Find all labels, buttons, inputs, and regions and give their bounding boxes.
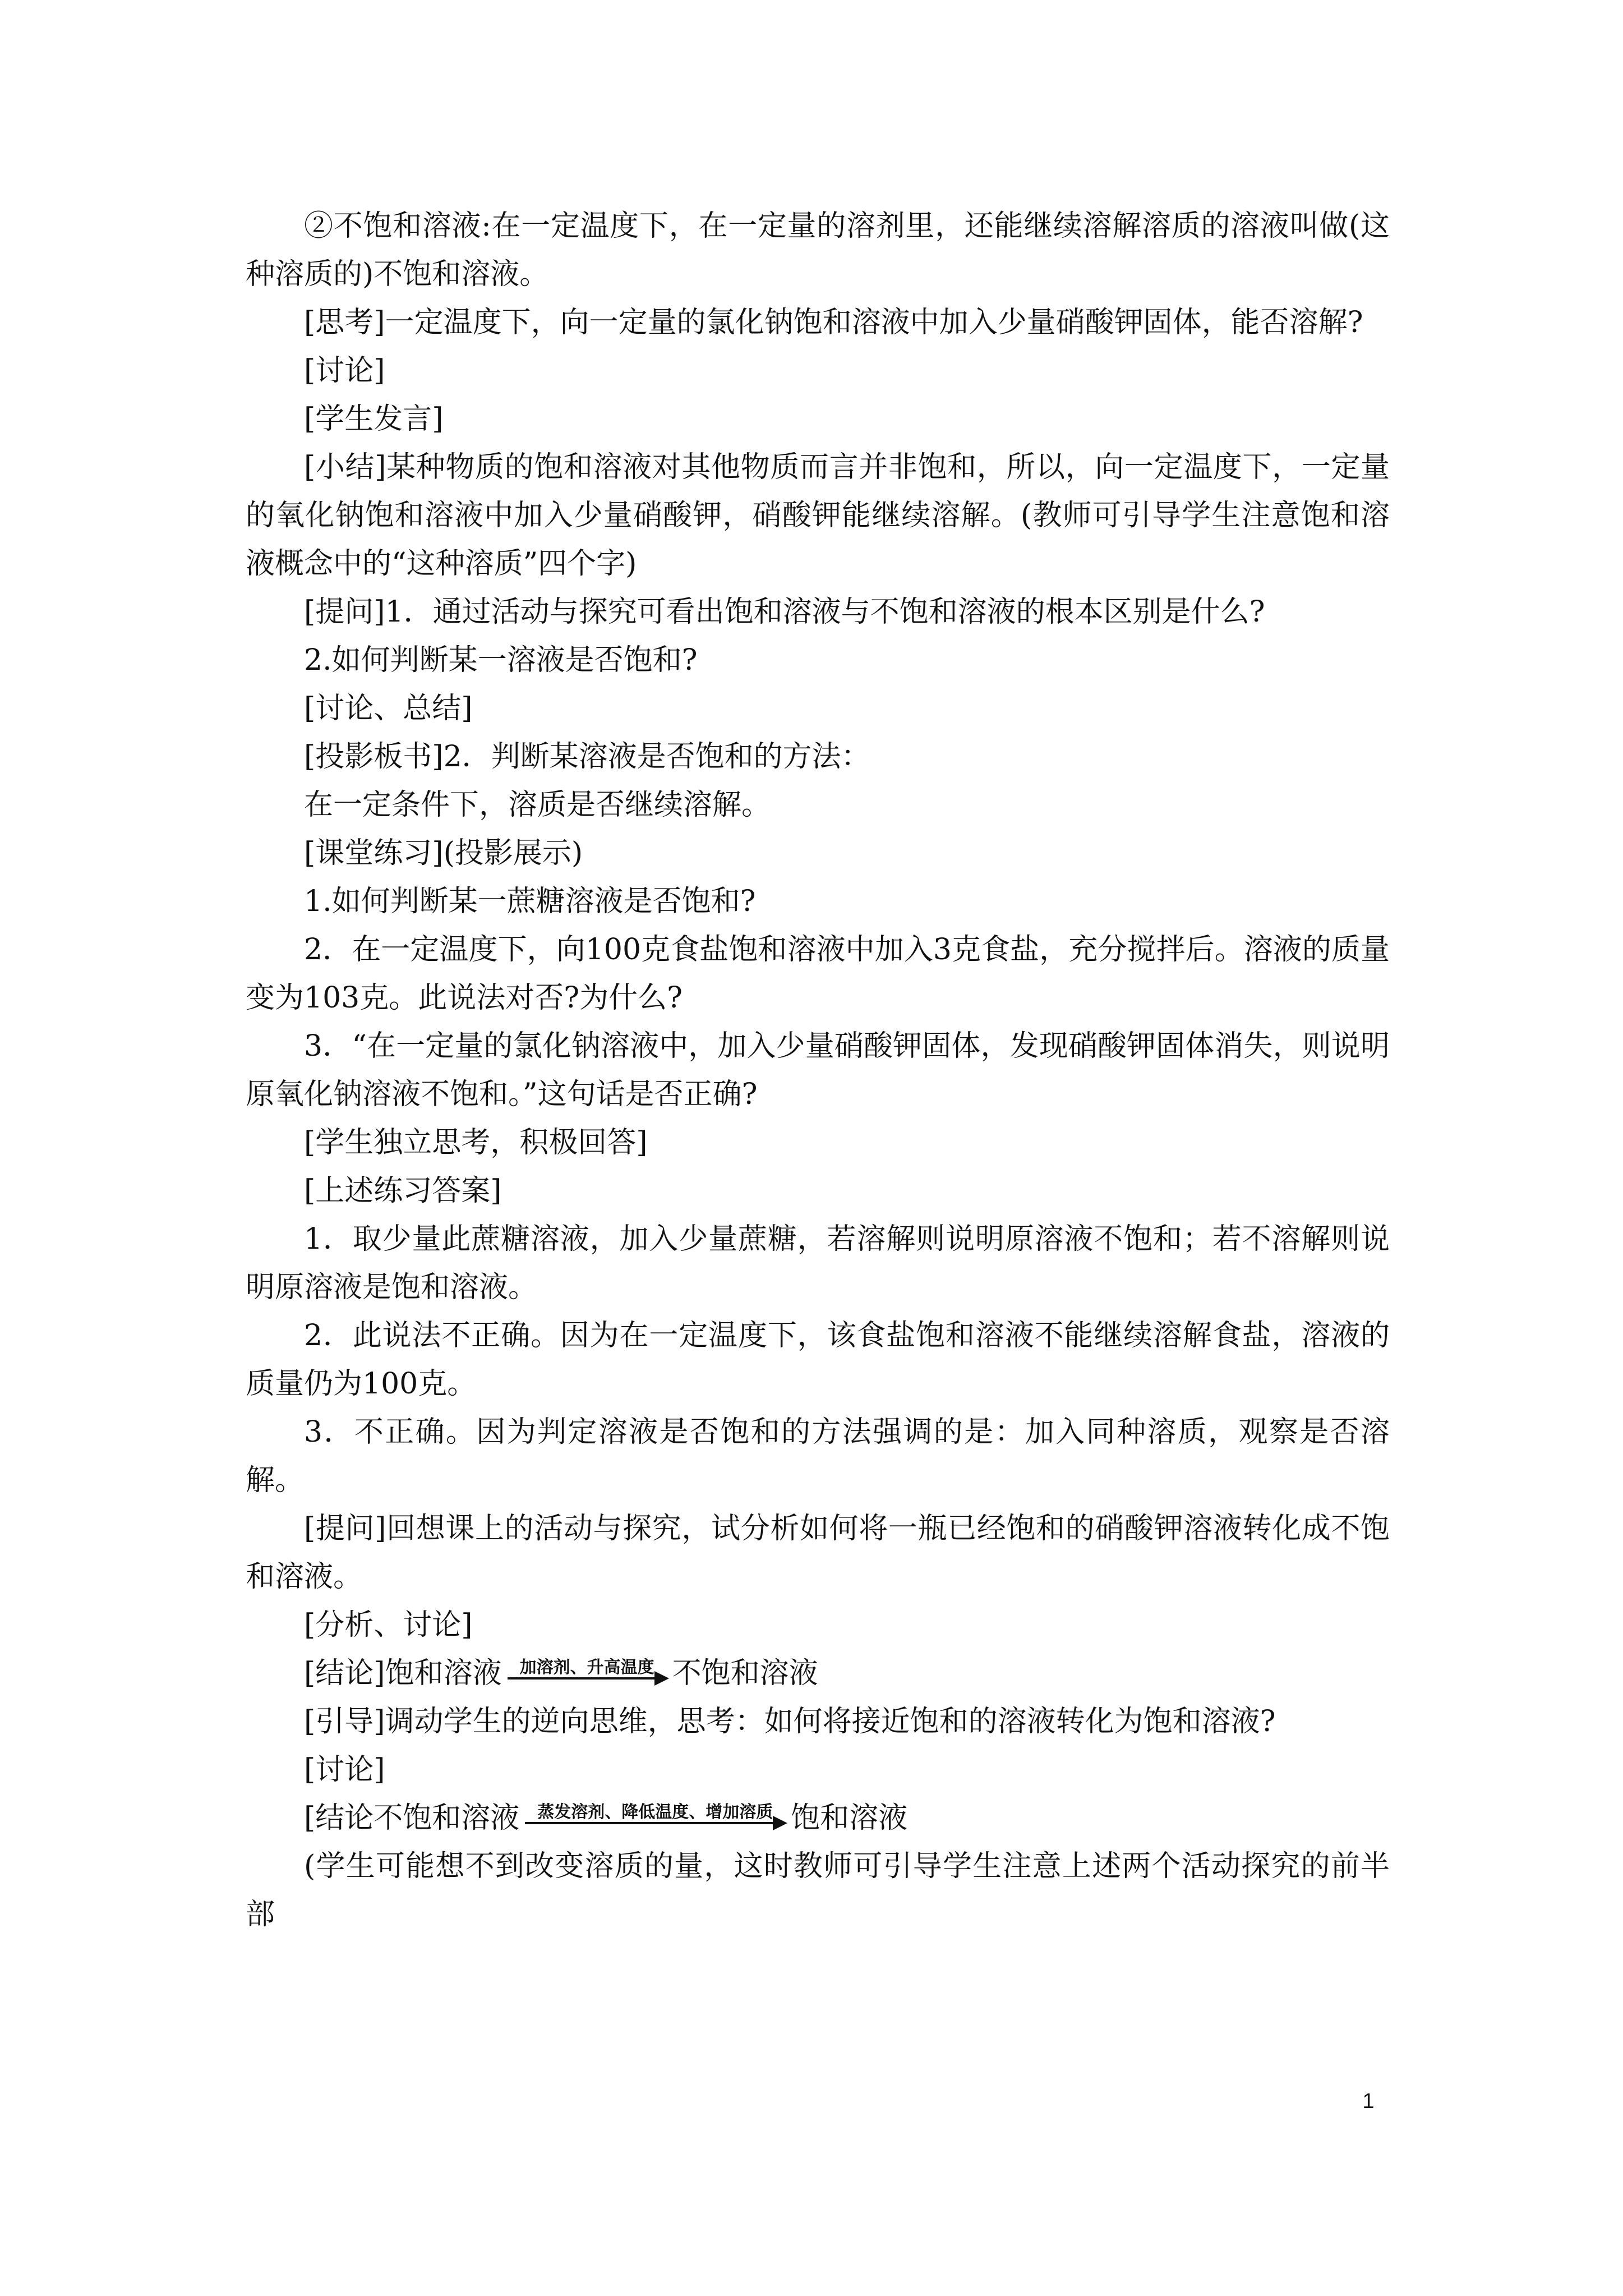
paragraph: [上述练习答案] bbox=[304, 1174, 502, 1208]
paragraph: [学生发言] bbox=[304, 402, 444, 436]
paragraph: [引导]调动学生的逆向思维，思考：如何将接近饱和的溶液转化为饱和溶液? bbox=[304, 1705, 1276, 1738]
conclusion-reaction-1 bbox=[246, 1649, 1390, 1697]
conclusion-result: 饱和溶液 bbox=[791, 1801, 908, 1835]
paragraph: [课堂练习](投影展示) bbox=[304, 836, 583, 870]
paragraph: [学生独立思考，积极回答] bbox=[304, 1126, 648, 1159]
paragraph: [小结]某种物质的饱和溶液对其他物质而言并非饱和，所以，向一定温度下，一定量的氧化钠饱和溶液中加入少量硝酸钾，硝酸钾能继续溶解。(教师可引导学生注意饱和溶液概念中的“这种溶质”四个字) bbox=[246, 450, 1390, 581]
paragraph: ②不饱和溶液:在一定温度下，在一定量的溶剂里，还能继续溶解溶质的溶液叫做(这种溶质的)不饱和溶液。 bbox=[246, 209, 1390, 291]
arrow-condition: 蒸发溶剂、降低温度、增加溶质 bbox=[537, 1802, 773, 1822]
paragraph: [讨论] bbox=[304, 354, 385, 388]
paragraph: [讨论、总结] bbox=[304, 692, 473, 725]
arrow-right-icon bbox=[525, 1822, 785, 1824]
conclusion-result: 不饱和溶液 bbox=[672, 1657, 818, 1690]
paragraph: 2．在一定温度下，向100克食盐饱和溶液中加入3克食盐，充分搅拌后。溶液的质量变为103克。此说法对否?为什么? bbox=[246, 933, 1390, 1015]
conclusion-reaction-2 bbox=[246, 1794, 1390, 1842]
page-number: 1 bbox=[1362, 2090, 1375, 2113]
paragraph: 2.如何判断某一溶液是否饱和? bbox=[304, 643, 698, 677]
paragraph: 1．取少量此蔗糖溶液，加入少量蔗糖，若溶解则说明原溶液不饱和；若不溶解则说明原溶液是饱和溶液。 bbox=[246, 1222, 1390, 1304]
paragraph: 3．“在一定量的氯化钠溶液中，加入少量硝酸钾固体，发现硝酸钾固体消失，则说明原氧化钠溶液不饱和。”这句话是否正确? bbox=[246, 1029, 1390, 1111]
paragraph: 在一定条件下，溶质是否继续溶解。 bbox=[304, 788, 771, 822]
conclusion-prefix: [结论]饱和溶液 bbox=[304, 1657, 502, 1690]
arrow-condition: 加溶剂、升高温度 bbox=[519, 1658, 654, 1677]
conclusion-prefix: [结论不饱和溶液 bbox=[304, 1801, 520, 1835]
paragraph: [讨论] bbox=[304, 1753, 385, 1787]
paragraph: [提问]1．通过活动与探究可看出饱和溶液与不饱和溶液的根本区别是什么? bbox=[304, 595, 1265, 629]
paragraph: [分析、讨论] bbox=[304, 1608, 473, 1642]
reaction-arrow bbox=[525, 1803, 785, 1824]
paragraph: (学生可能想不到改变溶质的量，这时教师可引导学生注意上述两个活动探究的前半部 bbox=[246, 1849, 1390, 1931]
document-body bbox=[246, 202, 1390, 1939]
paragraph: 3．不正确。因为判定溶液是否饱和的方法强调的是：加入同种溶质，观察是否溶解。 bbox=[246, 1415, 1390, 1497]
paragraph: [提问]回想课上的活动与探究，试分析如何将一瓶已经饱和的硝酸钾溶液转化成不饱和溶液。 bbox=[246, 1512, 1390, 1594]
reaction-arrow bbox=[508, 1658, 667, 1680]
paragraph: 2．此说法不正确。因为在一定温度下，该食盐饱和溶液不能继续溶解食盐，溶液的质量仍为100克。 bbox=[246, 1319, 1390, 1401]
arrow-right-icon bbox=[508, 1677, 667, 1680]
paragraph: 1.如何判断某一蔗糖溶液是否饱和? bbox=[304, 885, 756, 918]
paragraph: [投影板书]2．判断某溶液是否饱和的方法： bbox=[304, 740, 870, 774]
paragraph: [思考]一定温度下，向一定量的氯化钠饱和溶液中加入少量硝酸钾固体，能否溶解? bbox=[304, 306, 1363, 339]
